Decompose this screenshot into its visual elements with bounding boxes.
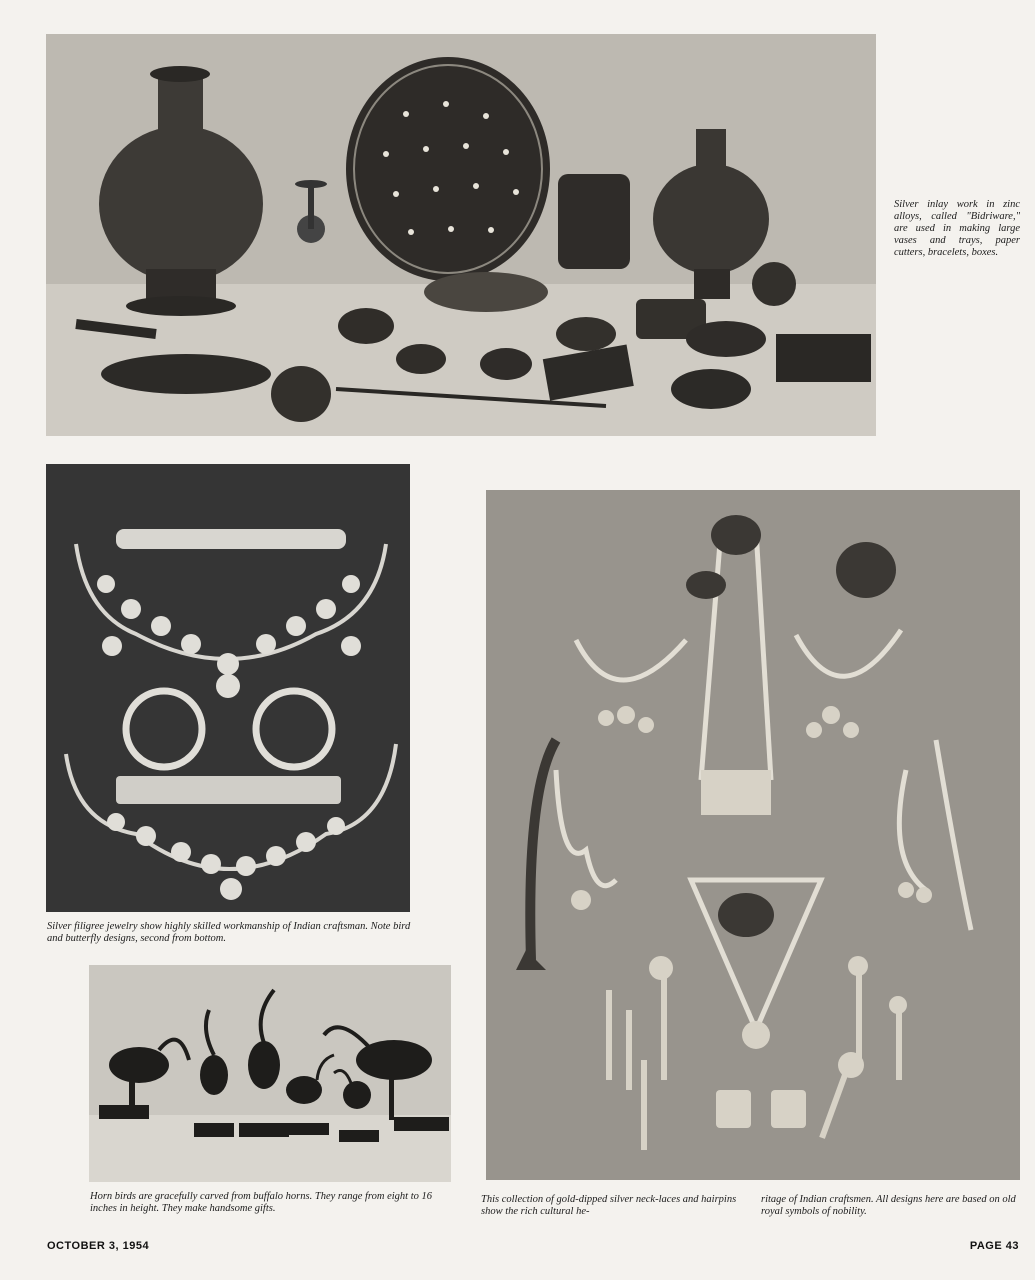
necklaces-illustration: [486, 490, 1020, 1180]
bidriware-photo: [46, 34, 876, 436]
necklaces-photo: [486, 490, 1020, 1180]
issue-date: OCTOBER 3, 1954: [47, 1240, 150, 1252]
page-number: PAGE 43: [969, 1240, 1019, 1252]
horn-birds-caption: Horn birds are gracefully carved from buffalo horns. They range from eight to 16 inches in height. They make handsome gifts.: [90, 1191, 432, 1214]
filigree-illustration: [46, 464, 410, 912]
filigree-photo: [46, 464, 410, 912]
horn-birds-photo: [89, 965, 451, 1182]
necklaces-caption-col1: This collection of gold-dipped silver neck-laces and hairpins show the rich cultural he-: [481, 1194, 737, 1217]
bidriware-caption: Silver inlay work in zinc alloys, called "Bidriware," are used in making large vases and trays, paper cutters, bracelets, boxes.: [894, 199, 1020, 258]
horn-birds-illustration: [89, 965, 451, 1182]
necklaces-caption-col2: ritage of Indian craftsmen. All designs here are based on old royal symbols of nobility.: [761, 1194, 1016, 1217]
bidriware-illustration: [46, 34, 876, 436]
filigree-caption: Silver filigree jewelry show highly skilled workmanship of Indian craftsman. Note bird and butterfly designs, second from bottom.: [47, 921, 411, 944]
